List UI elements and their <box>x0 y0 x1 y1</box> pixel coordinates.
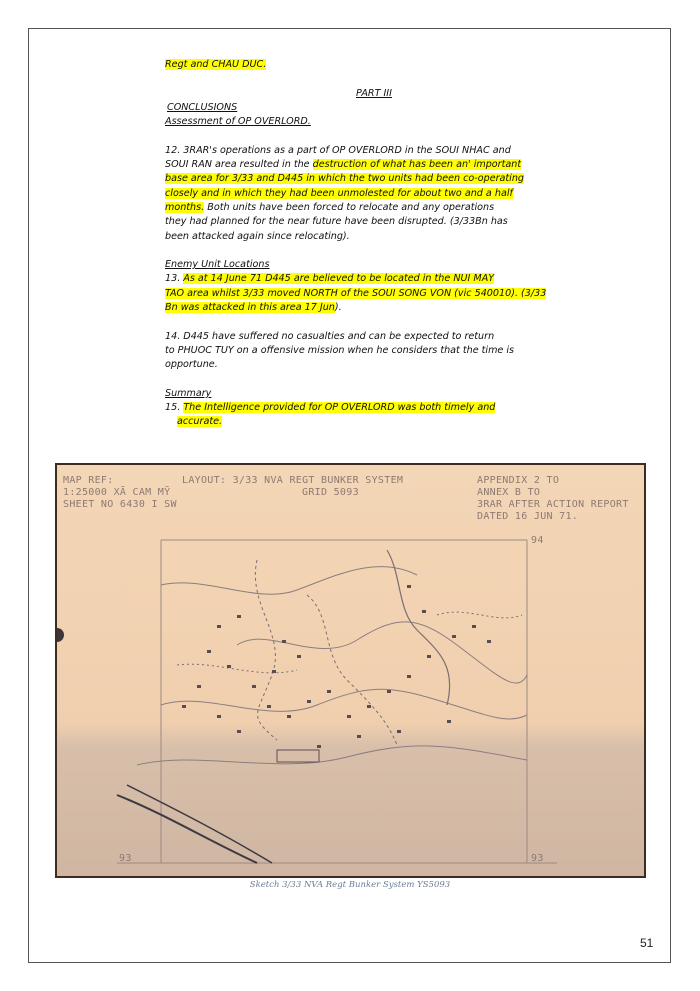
line-text: opportune. <box>165 359 218 371</box>
paragraph-spacer <box>165 315 565 329</box>
highlighted-text: destruction of what has been an' important <box>312 159 522 171</box>
line-text: 13. <box>165 273 184 285</box>
line-text: accurate. <box>177 416 223 428</box>
text-line <box>165 215 565 229</box>
text-line <box>165 344 565 358</box>
line-text: SOUI RAN area resulted in the <box>165 159 313 171</box>
line-text: Regt and CHAU DUC. <box>165 59 267 70</box>
map-grid-top-label: 94 <box>531 535 544 546</box>
text-line <box>165 144 565 158</box>
text-line <box>165 258 565 272</box>
line-text: 12. 3RAR's operations as a part of OP OVERLORD in the SOUI NHAC and <box>165 144 511 156</box>
line-text: to PHUOC TUY on a offensive mission when he considers that the time is <box>165 344 515 356</box>
map-sheet-label: SHEET NO 6430 I SW <box>63 499 177 510</box>
text-line <box>165 158 565 172</box>
line-text: Enemy Unit Locations <box>165 259 270 271</box>
text-line <box>165 401 565 415</box>
line-text: 15. <box>165 402 184 414</box>
map-ref-label: MAP REF: <box>63 475 114 486</box>
line-text: closely and in which they had been unmolested for about two and a half <box>165 187 513 199</box>
text-line <box>165 58 565 72</box>
line-text: base area for 3/33 and D445 in which the two units had been co-operating <box>165 173 525 185</box>
page-number: 51 <box>640 936 654 950</box>
paragraph-spacer <box>165 373 565 387</box>
map-grid-right-label: 93 <box>531 853 544 864</box>
text-line <box>165 172 565 186</box>
text-line <box>165 301 565 315</box>
bunker-system-sketch-map <box>55 463 646 878</box>
text-line <box>165 272 565 286</box>
paragraph-spacer <box>165 244 565 258</box>
figure-caption: Sketch 3/33 NVA Regt Bunker System YS5093 <box>249 880 451 890</box>
map-dated-label: DATED 16 JUN 71. <box>477 511 579 522</box>
map-grid-left-label: 93 <box>119 853 132 864</box>
text-line <box>165 287 565 301</box>
text-line <box>165 387 565 401</box>
paragraph-spacer <box>165 72 565 86</box>
text-line <box>165 415 565 429</box>
text-line <box>165 101 565 115</box>
map-appendix-label: APPENDIX 2 TO <box>477 475 560 486</box>
paragraph-spacer <box>165 129 565 143</box>
map-scale-label: 1:25000 XÃ CAM MỸ <box>63 487 171 498</box>
text-line <box>165 358 565 372</box>
map-layout-label: LAYOUT: 3/33 NVA REGT BUNKER SYSTEM <box>182 475 404 486</box>
text-line <box>165 187 565 201</box>
text-line <box>165 201 565 215</box>
text-line <box>165 87 565 101</box>
text-line <box>165 230 565 244</box>
text-line <box>165 115 565 129</box>
line-text: PART III <box>356 87 392 99</box>
line-text: Assessment of OP OVERLORD. <box>165 116 311 128</box>
line-text: 14. D445 have suffered no casualties and can be expected to return <box>165 330 495 342</box>
line-text: Summary <box>165 387 212 399</box>
line-text: they had planned for the near future have been disrupted. (3/33Bn has <box>165 216 508 228</box>
line-text: months. <box>165 201 205 213</box>
highlighted-text: The Intelligence provided for OP OVERLORD was both timely and <box>183 402 496 414</box>
map-grid-label: GRID 5093 <box>302 487 359 498</box>
line-text-rest: Both units have been forced to relocate and any operations <box>204 201 495 213</box>
line-text: been attacked again since relocating). <box>165 230 350 242</box>
map-report-label: 3RAR AFTER ACTION REPORT <box>477 499 629 510</box>
highlighted-text: As at 14 June 71 D445 are believed to be located in the NUI MAY <box>183 273 495 285</box>
line-text: Bn was attacked in this area 17 Jun <box>165 302 335 314</box>
document-body <box>165 58 565 430</box>
map-annex-label: ANNEX B TO <box>477 487 541 498</box>
text-line <box>165 330 565 344</box>
line-text: CONCLUSIONS <box>167 101 238 113</box>
line-text: TAO area whilst 3/33 moved NORTH of the SOUI SONG VON (vic 540010). (3/33 <box>165 287 547 299</box>
line-text-rest: ). <box>334 302 342 314</box>
